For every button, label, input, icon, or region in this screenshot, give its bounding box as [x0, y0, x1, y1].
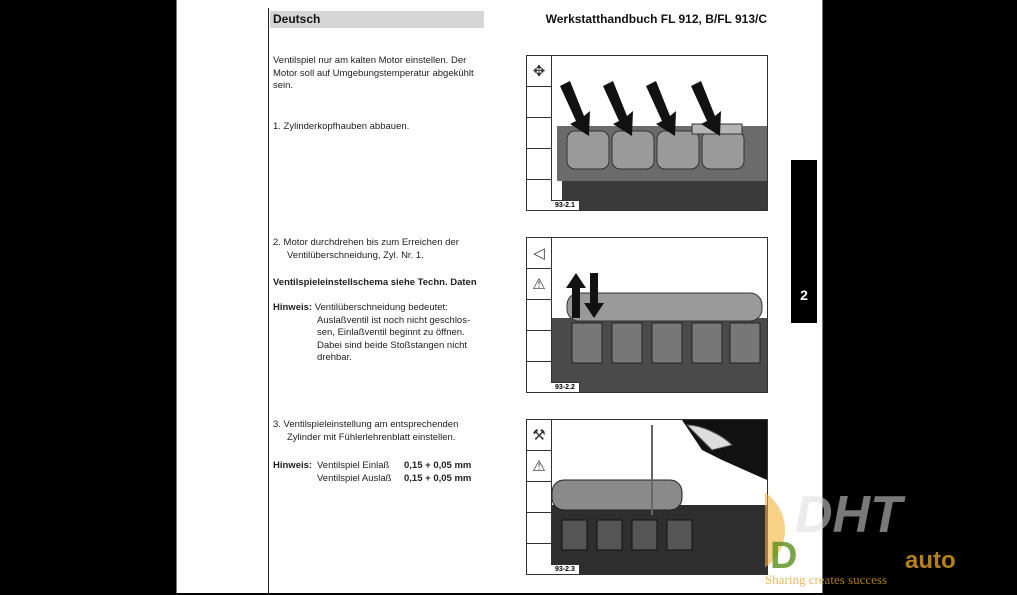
intro-line: sein.	[273, 80, 294, 91]
intro-line: Motor soll auf Umgebungstemperatur abgekühlt	[273, 67, 474, 79]
svg-text:DHT: DHT	[795, 490, 902, 544]
step-2-line: Ventilüberschneidung, Zyl. Nr. 1.	[287, 249, 424, 261]
manual-title: Werkstatthandbuch FL 912, B/FL 913/C	[545, 12, 767, 26]
step-3-line: Zylinder mit Fühlerlehrenblatt einstellen.	[287, 431, 456, 443]
intro-line: Ventilspiel nur am kalten Motor einstellen. Der	[273, 55, 467, 66]
step-2	[273, 237, 488, 262]
hint-1-line: Auslaßventil ist noch nicht geschlos-	[317, 314, 471, 326]
figure-93-2-3	[526, 419, 768, 575]
svg-text:auto: auto	[905, 547, 956, 574]
feeler-gauge-photo	[552, 420, 767, 574]
move-icon: ✥	[527, 56, 551, 87]
chapter-tab	[791, 160, 817, 323]
svg-text:Sharing creates success: Sharing creates success	[765, 572, 888, 587]
figure-label: 93-2.2	[551, 382, 580, 392]
figure-icon-strip	[527, 56, 552, 210]
figure-93-2-2	[526, 237, 768, 393]
step-1: 1. Zylinderkopfhauben abbauen.	[273, 121, 410, 132]
hint-1-line: Ventilüberschneidung bedeutet:	[314, 302, 448, 313]
manual-page	[176, 0, 823, 593]
chapter-number: 2	[800, 287, 808, 303]
figure-label: 93-2.1	[551, 200, 580, 210]
hint-1	[273, 302, 488, 365]
figure-label: 93-2.3	[551, 564, 580, 574]
svg-text:D: D	[770, 535, 798, 577]
clearance-value: 0,15 + 0,05 mm	[404, 460, 472, 471]
figure-93-2-1	[526, 55, 768, 211]
watermark-logo	[765, 490, 1015, 590]
hint-2-label: Hinweis:	[273, 460, 313, 471]
step-3-line: 3. Ventilspieleinstellung am entsprechenden	[273, 419, 459, 430]
tool-icon: ⚒	[527, 420, 551, 451]
clearance-value: 0,15 + 0,05 mm	[404, 472, 472, 484]
schema-heading: Ventilspieleinstellschema siehe Techn. Daten	[273, 277, 477, 288]
hint-1-line: Dabei sind beide Stoßstangen nicht	[317, 339, 467, 351]
step-3	[273, 419, 488, 444]
engine-photo	[552, 56, 767, 210]
hint-1-line: sen, Einlaßventil beginnt zu öffnen.	[317, 327, 465, 338]
margin-rule	[268, 8, 269, 593]
clearance-name: Ventilspiel Auslaß	[317, 472, 392, 484]
step-2-line: 2. Motor durchdrehen bis zum Erreichen der	[273, 237, 459, 248]
warning-icon: ⚠	[527, 451, 551, 482]
language-header: Deutsch	[270, 11, 484, 28]
figure-icon-strip	[527, 238, 552, 392]
hint-1-label: Hinweis:	[273, 302, 313, 313]
hint-2	[273, 460, 488, 485]
hint-1-line: drehbar.	[317, 352, 352, 363]
view-icon: ◁	[527, 238, 551, 269]
warning-icon: ⚠	[527, 269, 551, 300]
figure-icon-strip	[527, 420, 552, 574]
valve-photo	[552, 238, 767, 392]
clearance-name: Ventilspiel Einlaß	[317, 460, 390, 471]
intro-text	[273, 55, 488, 93]
